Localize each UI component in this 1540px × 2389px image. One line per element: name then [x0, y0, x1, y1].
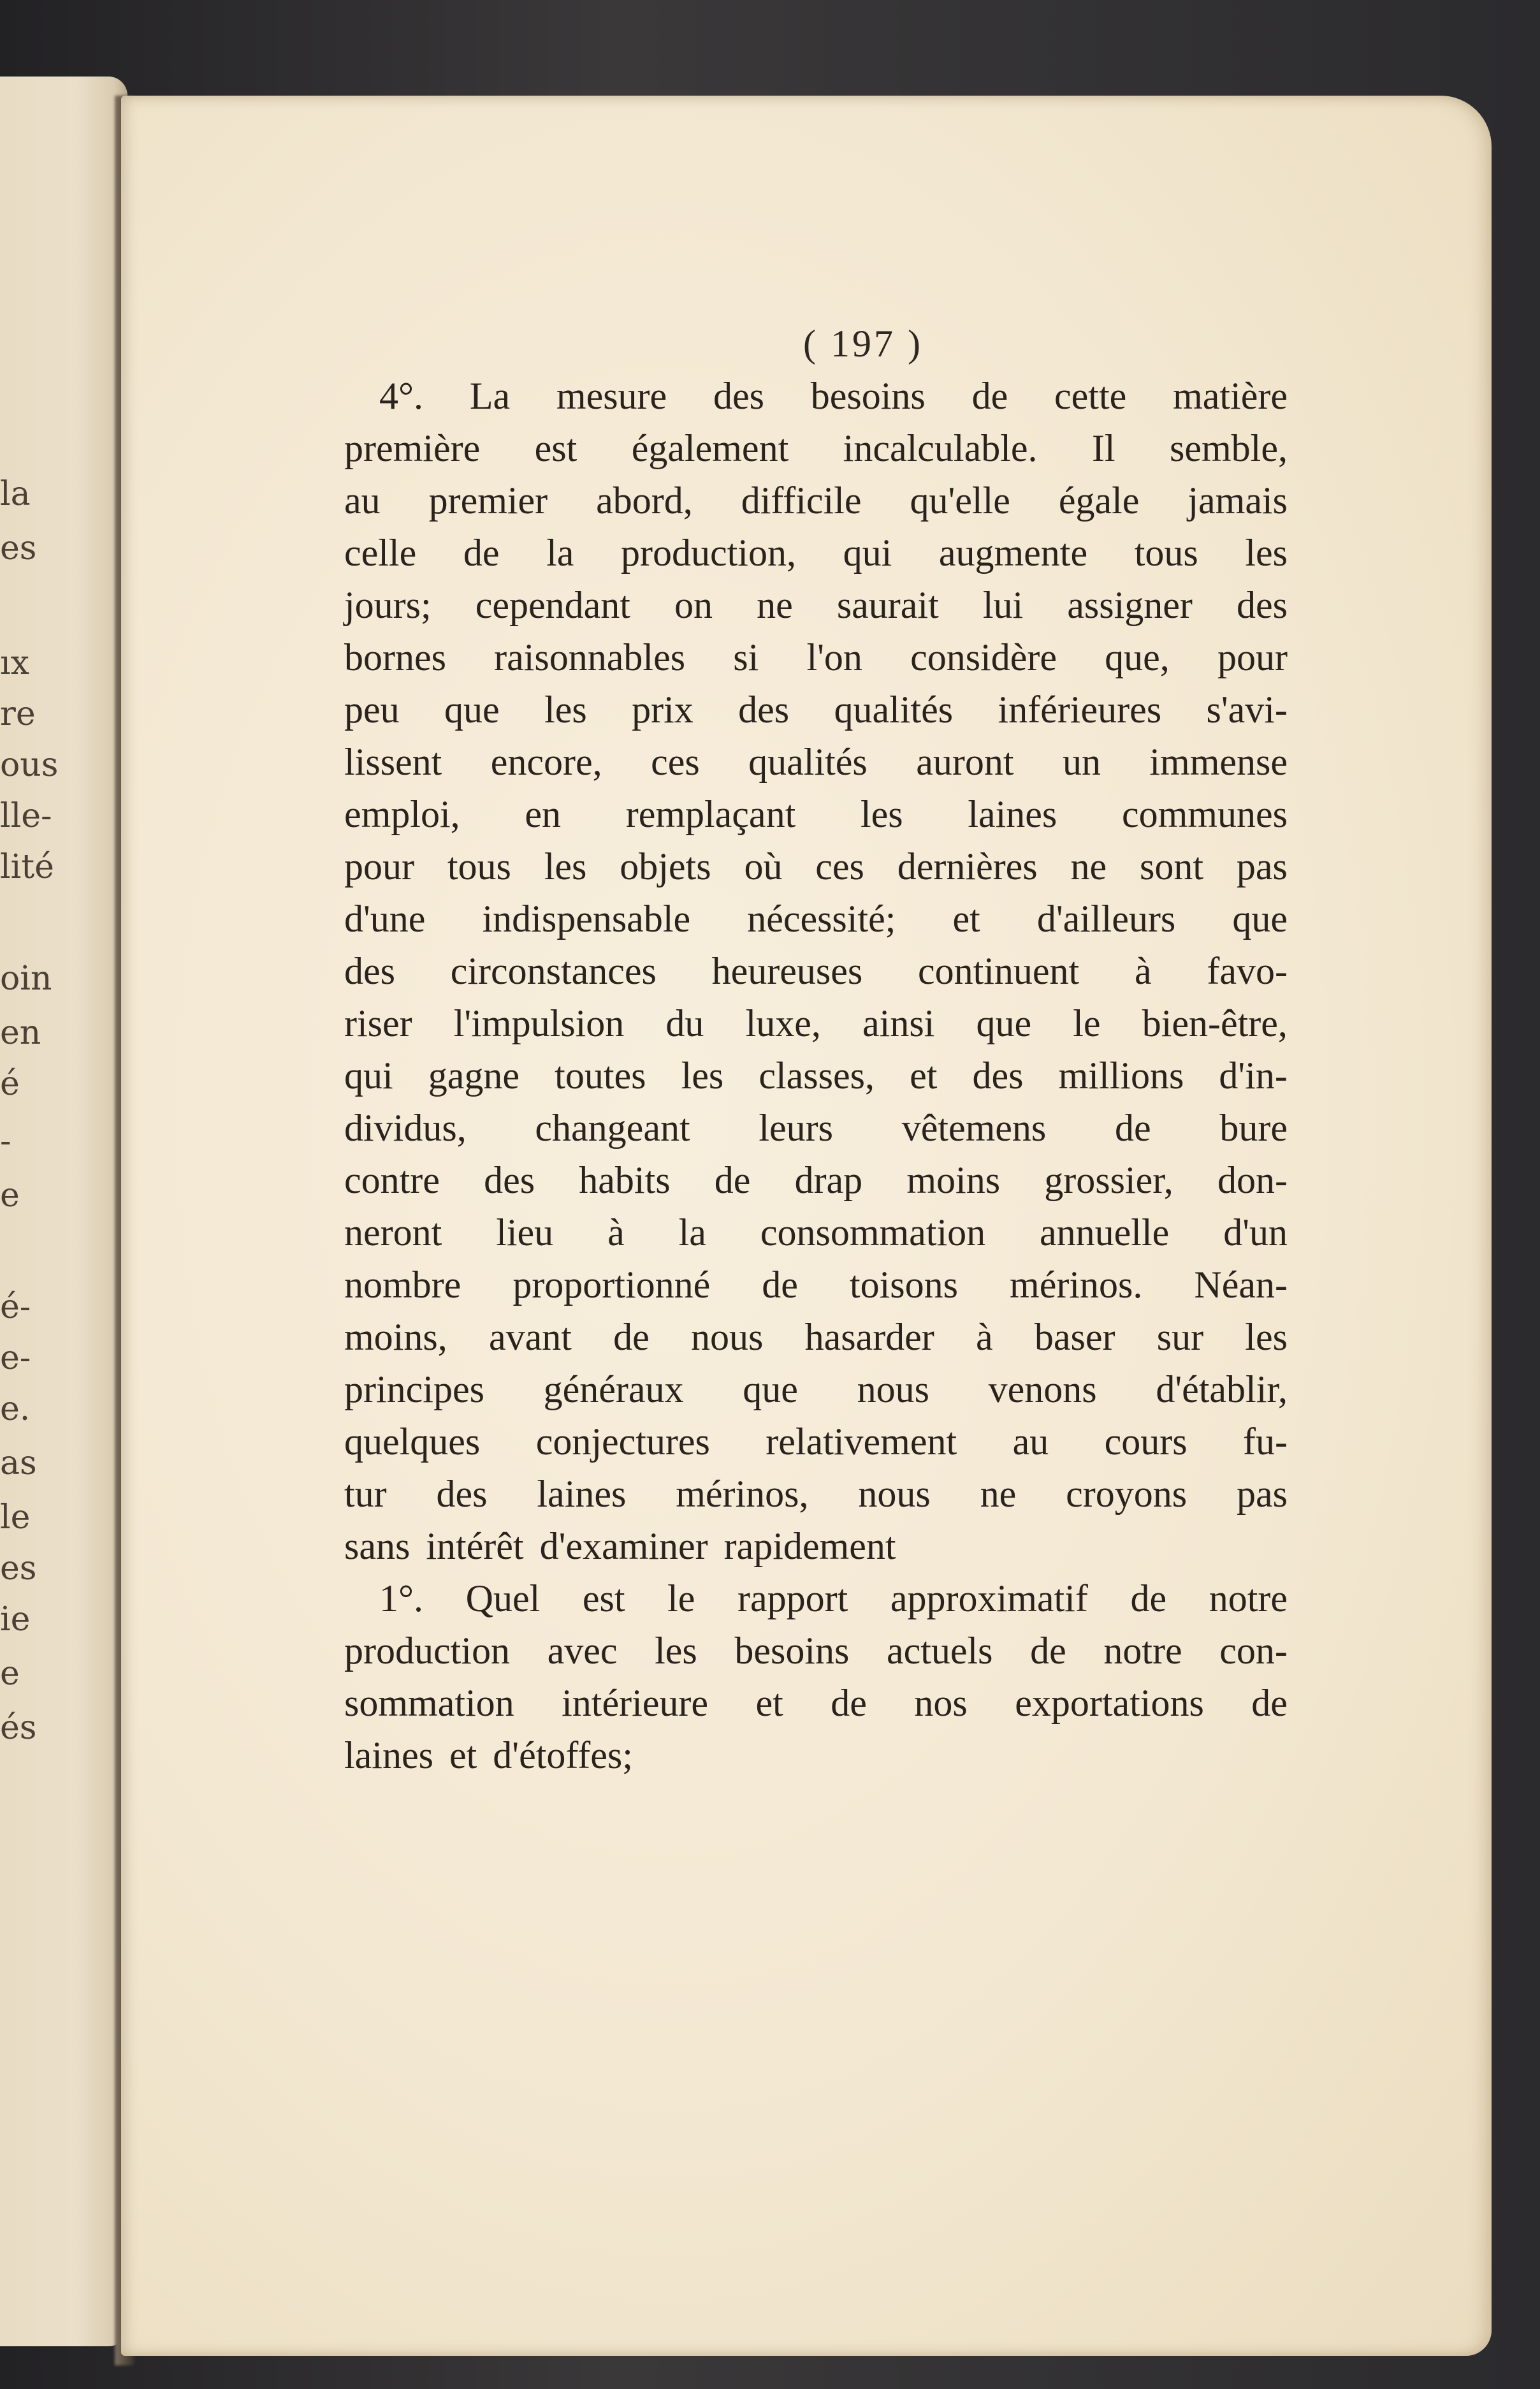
previous-page-text-fragment: ıx [0, 644, 29, 682]
text-line: riser l'impulsion du luxe, ainsi que le bien-être, [344, 1002, 1288, 1044]
text-line: sommation intérieure et de nos exportations de [344, 1682, 1288, 1724]
previous-page-text-fragment: lle- [0, 797, 52, 835]
previous-page-text-fragment: re [0, 695, 36, 733]
text-line: lissent encore, ces qualités auront un immense [344, 741, 1288, 783]
previous-page-text-fragment: e [0, 1176, 20, 1215]
text-line: neront lieu à la consommation annuelle d'un [344, 1211, 1288, 1253]
text-line: bornes raisonnables si l'on considère que, pour [344, 636, 1288, 678]
text-line: celle de la production, qui augmente tous les [344, 532, 1288, 574]
previous-page-text-fragment: oin [0, 960, 52, 998]
text-line: 1°. Quel est le rapport approximatif de notre [379, 1577, 1288, 1619]
text-line: quelques conjectures relativement au cours fu- [344, 1421, 1288, 1463]
text-line: nombre proportionné de toisons mérinos. Néan- [344, 1264, 1288, 1306]
text-line: 4°. La mesure des besoins de cette matière [379, 375, 1288, 417]
text-line: production avec les besoins actuels de notre con- [344, 1630, 1288, 1672]
text-line: première est également incalculable. Il semble, [344, 427, 1288, 469]
previous-page-text-fragment: le [0, 1498, 31, 1537]
previous-page-text-fragment: ie [0, 1600, 31, 1639]
text-line: au premier abord, difficile qu'elle égale jamais [344, 479, 1288, 522]
previous-page-text-fragment: as [0, 1444, 37, 1482]
text-line: dividus, changeant leurs vêtemens de bure [344, 1107, 1288, 1149]
text-line: peu que les prix des qualités inférieures s'avi- [344, 689, 1288, 731]
page-number: ( 197 ) [803, 323, 923, 365]
previous-page-text-fragment: é [0, 1065, 20, 1103]
text-line: d'une indispensable nécessité; et d'ailleurs que [344, 898, 1288, 940]
previous-page-edge [0, 77, 127, 2346]
previous-page-text-fragment: e- [0, 1339, 31, 1377]
text-line: tur des laines mérinos, nous ne croyons pas [344, 1473, 1288, 1515]
previous-page-text-fragment: - [0, 1122, 11, 1160]
previous-page-text-fragment: ous [0, 746, 59, 784]
previous-page-text-fragment: e. [0, 1390, 31, 1428]
previous-page-text-fragment: é- [0, 1288, 31, 1326]
text-line: contre des habits de drap moins grossier, don- [344, 1159, 1288, 1201]
text-line: principes généraux que nous venons d'établir, [344, 1368, 1288, 1410]
text-line: jours; cependant on ne saurait lui assigner des [344, 584, 1288, 626]
text-line: emploi, en remplaçant les laines communes [344, 793, 1288, 835]
text-line: laines et d'étoffes; [344, 1734, 633, 1776]
text-line: sans intérêt d'examiner rapidement [344, 1525, 896, 1567]
text-line: pour tous les objets où ces dernières ne sont pas [344, 845, 1288, 888]
body-text [344, 370, 1288, 1781]
previous-page-text-fragment: la [0, 475, 31, 513]
previous-page-text-fragment: es [0, 529, 37, 567]
text-line: des circonstances heureuses continuent à favo- [344, 950, 1288, 992]
previous-page-text-fragment: lité [0, 848, 54, 886]
previous-page-text-fragment: en [0, 1014, 41, 1052]
text-line: qui gagne toutes les classes, et des millions d'in- [344, 1055, 1288, 1097]
text-line: moins, avant de nous hasarder à baser sur les [344, 1316, 1288, 1358]
previous-page-text-fragment: e [0, 1655, 20, 1693]
previous-page-text-fragment: és [0, 1709, 37, 1747]
book-page [121, 96, 1492, 2356]
previous-page-text-fragment: es [0, 1549, 37, 1588]
